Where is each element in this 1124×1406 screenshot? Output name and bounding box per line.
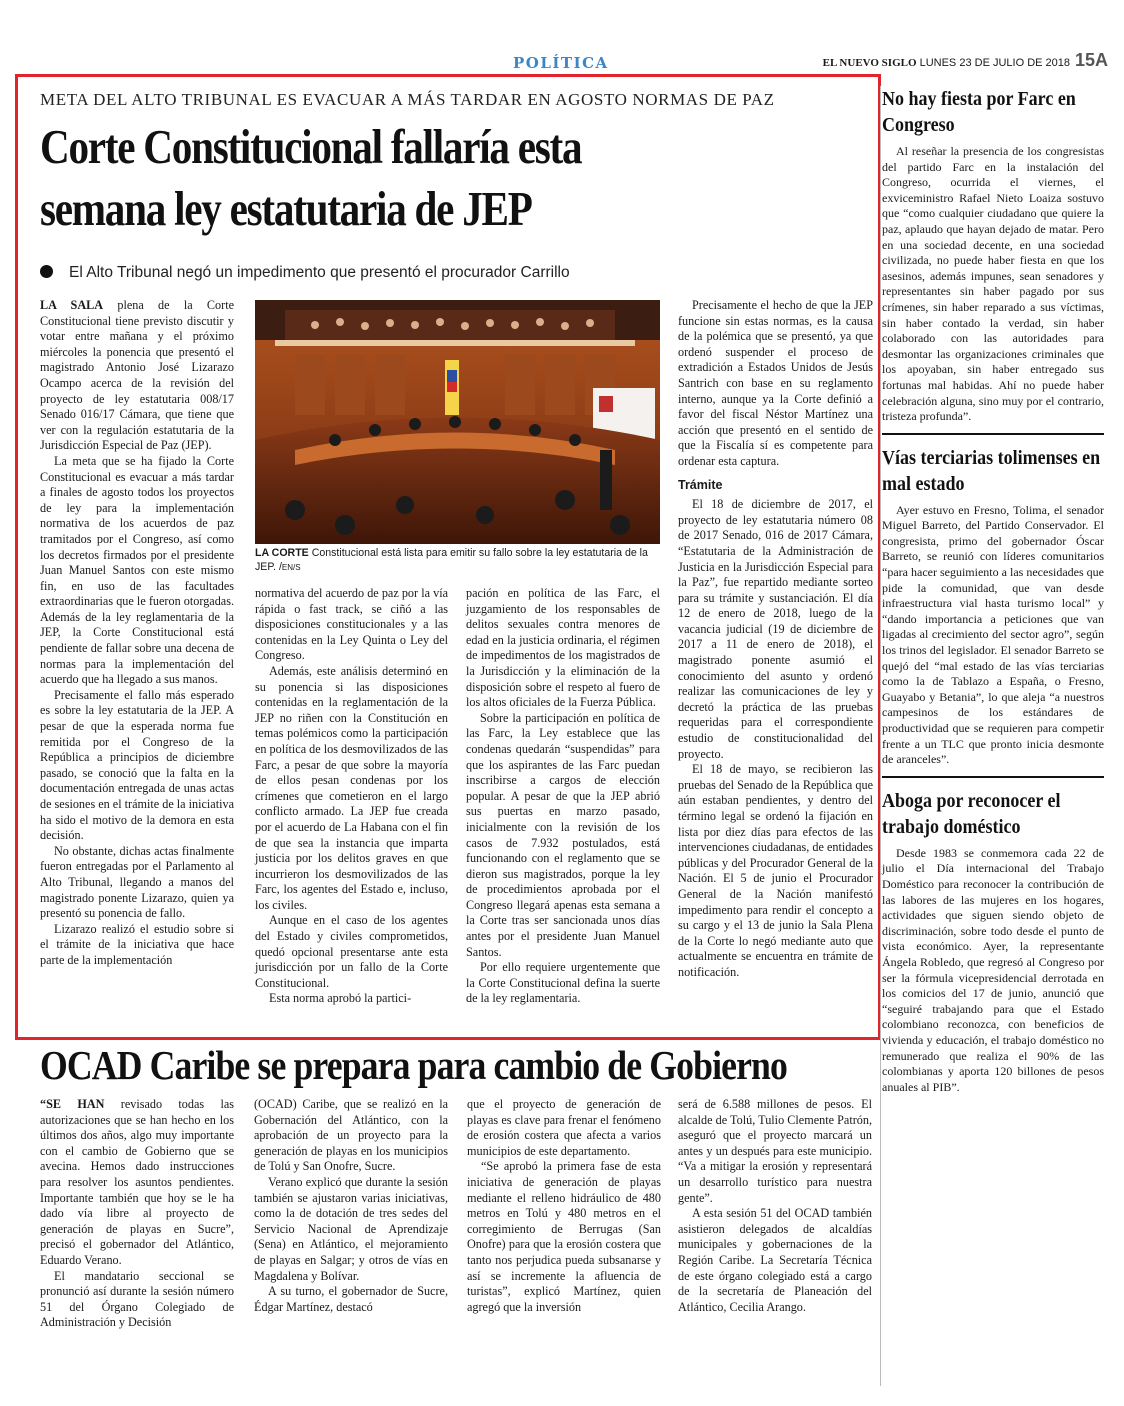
paragraph: Sobre la participación en política de las Farc, la Ley establece que las condenas quedarán “suspendidas” para que los aspirantes de las Farc puedan inscribirse a cargos de elección popular. A pesar de que la JEP abrió sus puertas en marzo pasado, inicialmente con la revisión de los casos de 7.932 postulados, está funcionando con el reglamento que se dieron sus magistrados, porque la ley de procedimientos aprobada por el Congreso llegará apenas esta semana a la Corte tras ser sancionada unos días antes por el presidente Juan Manuel Santos. bbox=[466, 710, 660, 959]
photo-credit: EN/S bbox=[281, 562, 301, 572]
paragraph: pación en política de las Farc, el juzgamiento de los responsables de delitos sexuales contra menores de edad en la justicia ordinaria, el régimen de impedimentos de los magistrados de la Jurisdicción y la eliminación de la disposición sobre el respeto al fuero de los altos oficiales de la Fuerza Pública. bbox=[466, 586, 660, 710]
paragraph: Precisamente el fallo más esperado es sobre la ley estatutaria de la JEP. A pesar de que la esperada norma fue remitida por el Congreso de la República a principios de diciembre pasado, se conoció que la falta en la documentación entregada de unas actas de sesiones en el trámite de la iniciativa ha sido el motivo de la demora en esta decisión. bbox=[40, 687, 234, 843]
paragraph: El 18 de diciembre de 2017, el proyecto de ley estatutaria número 08 de 2017 Senado, 016 de 2017 Cámara, “Estatutaria de la Administración de Justicia en la Jurisdicción Especial para la Paz”, fue repartido mediante sorteo para su trámite y sustanciación. El día 12 de enero de 2018, luego de la vacancia judicial (19 de diciembre de 2017 a 11 de enero de 2018), el magistrado ponente asumió el conocimiento del asunto y ordenó realizar las comunicaciones de ley y decretó la práctica de las pruebas requeridas para el correspondiente estudio de constitucionalidad del proyecto. bbox=[678, 497, 873, 761]
headline-line-1: Corte Constitucional fallaría esta bbox=[40, 119, 582, 174]
article-2-column-1 bbox=[40, 1097, 234, 1331]
paragraph: A esta sesión 51 del OCAD también asistieron delegados de alcaldías municipales y gobernaciones de la Región Caribe. La Secretaría Técnica de este órgano colegiado está a cargo de la secretaría de Planeación del Atlántico, Cecilia Arango. bbox=[678, 1206, 872, 1314]
paragraph: A su turno, el gobernador de Sucre, Édgar Martínez, destacó bbox=[254, 1284, 448, 1314]
article-column-3 bbox=[466, 586, 660, 1007]
article-kicker: META DEL ALTO TRIBUNAL ES EVACUAR A MÁS TARDAR EN AGOSTO NORMAS DE PAZ bbox=[40, 90, 775, 109]
paragraph: No obstante, dichas actas finalmente fueron entregadas por el Parlamento al Alto Tribunal, llegando a manos del magistrado ponente Lizarazo, quien ya presentó su ponencia de fallo. bbox=[40, 843, 234, 921]
paragraph-text: revisado todas las autorizaciones que se han hecho en los últimos dos años, algo muy importante con el cambio de Gobierno que se avecina. Hemos dado instrucciones para resolver los asuntos pendientes. Importante también que hoy se le ha dado vía libre al proyecto de generación de playas en Sucre”, precisó el gobernador del Atlántico, Eduardo Verano. bbox=[40, 1097, 234, 1267]
court-photo bbox=[255, 300, 660, 544]
brief-2 bbox=[882, 445, 1104, 768]
subhead: Trámite bbox=[678, 477, 723, 492]
paragraph: Precisamente el hecho de que la JEP funcione sin estas normas, es la causa de la polémica que se presentó, ya que ordenó suspender el proceso de extradición a Estados Unidos de Jesús Santrich con base en su reglamento interno, aunque ya la Corte definió a favor del fiscal Néstor Martínez una acción que presentó en el sentido de que la Fiscalía sí es competente para ordenar esta captura. bbox=[678, 298, 873, 468]
paragraph: normativa del acuerdo de paz por la vía rápida o fast track, se ciñó a las disposiciones constitucionales y a las contenidas en la Ley Quinta o Ley del Congreso. bbox=[255, 586, 448, 663]
article-2-column-2 bbox=[254, 1097, 448, 1315]
page-number: 15A bbox=[1074, 50, 1108, 70]
article-column-2 bbox=[255, 586, 448, 1007]
paragraph: Aunque en el caso de los agentes del Estado y civiles comprometidos, quedó opcional presentarse ante esta jurisdicción por un fallo de la Corte Constitucional. bbox=[255, 913, 448, 990]
page-header bbox=[18, 50, 1108, 76]
paragraph bbox=[40, 298, 234, 454]
paragraph: Lizarazo realizó el estudio sobre si el trámite de la iniciativa que hace parte de la implementación bbox=[40, 921, 234, 967]
paragraph: Esta norma aprobó la partici- bbox=[269, 991, 412, 1006]
courtroom-illustration bbox=[255, 300, 660, 544]
brief-text: Ayer estuvo en Fresno, Tolima, el senador Miguel Barreto, del Partido Conservador. El congresista, primo del gobernador Óscar Barreto, se reunió con líderes comunitarios “para hacer seguimiento a las necesidades que pide la comunidad, que van desde infraestructura vial hasta turismo local” y “dando importancia a peticiones que van ligadas al crecimiento del sector agro”, según los trinos del legislador. El senador Barreto se quejó del “mal estado de las vías terciarias como la de Tablazo a España, o Fresno, Guayabo y Betania”, lo que aleja “a nuestros campesinos de los estándares de productividad que se requieren para competir frente a un TLC que pronto inicia desmonte de aranceles”. bbox=[882, 502, 1104, 767]
publication-line bbox=[823, 57, 1070, 69]
article-column-4 bbox=[678, 298, 873, 981]
paragraph: que el proyecto de generación de playas es clave para frenar el fenómeno de erosión costera que afecta a varios municipios de este departamento. bbox=[467, 1097, 661, 1158]
bullet-icon bbox=[40, 265, 53, 278]
publication-name: EL NUEVO SIGLO bbox=[822, 57, 917, 69]
article-2-column-4 bbox=[678, 1097, 872, 1315]
caption-text: Constitucional está lista para emitir su fallo sobre la ley estatutaria de la JEP. / bbox=[255, 547, 648, 573]
paragraph: “Se aprobó la primera fase de esta iniciativa de generación de playas mediante el relleno hidráulico de 480 metros en Tolú y 480 metros en el corregimiento de Berrugas (San Onofre) para que la erosión costera que tanto nos perjudica pueda subsanarse y así se incremente la afluencia de turistas”, explicó Martínez, quien agregó que la inversión bbox=[467, 1159, 661, 1314]
column-divider bbox=[880, 86, 881, 1386]
brief-divider bbox=[882, 776, 1104, 778]
publication-date: LUNES 23 DE JULIO DE 2018 bbox=[919, 57, 1070, 69]
sidebar-briefs bbox=[882, 86, 1104, 1095]
article-deck bbox=[40, 264, 860, 282]
article-headline bbox=[40, 116, 840, 240]
article-2-headline: OCAD Caribe se prepara para cambio de Gobierno bbox=[40, 1042, 787, 1088]
brief-3 bbox=[882, 788, 1104, 1096]
brief-title: Vías terciarias tolimenses en mal estado bbox=[882, 446, 1101, 495]
paragraph: Además, este análisis determinó en su ponencia si las disposiciones contenidas en la reglamentación de la JEP no riñen con la Constitución en temas polémicos como la participación en política de los desmovilizados de las Farc, a pesar de que sobre la mayoría de ellos pesan condenas por los crímenes que cometieron en el largo conflicto armado. La JEP fue creada por el acuerdo de La Habana con el fin de que sea la instancia que imparta justicia por los delitos graves en que incurrieron los desmovilizados de las Farc, los agentes del Estado e, incluso, los civiles. bbox=[255, 663, 448, 912]
paragraph: La meta que se ha fijado la Corte Constitucional es evacuar a más tardar a finales de agosto todos los proyectos de ley para la implementación normativa de los acuerdos de paz tramitados por el Congreso, así como los decretos firmados por el presidente Juan Manuel Santos con este mismo fin, en uso de las facultades extraordinarias que le fueron otorgadas. Además de la ley reglamentaria de la JEP, la Corte Constitucional está pendiente de fallar sobre una decena de normas para la implementación del acuerdo que ha llegado a sus manos. bbox=[40, 453, 234, 687]
brief-text: Desde 1983 se conmemora cada 22 de julio el Día internacional del Trabajo Doméstico para reconocer la contribución de las labores de las mujeres en los hogares, actividades que siguen siendo objeto de discriminación, sobre todo desde el punto de vista económico. Ayer, la representante Ángela Robledo, que regresó al Congreso por ser la fórmula vicepresidencial derrotada en los comicios del 17 de junio, anunció que “seguiré trabajando para que el Estado colombiano reconozca, con beneficios de vivienda y educación, el trabajo doméstico no remunerado que realiza el 90% de las colombianas y aporta 120 billones de pesos anuales al PIB”. bbox=[882, 845, 1104, 1094]
paragraph: Por ello requiere urgentemente que la Corte Constitucional defina la suerte de la ley reglamentaria. bbox=[466, 960, 660, 1006]
deck-text: El Alto Tribunal negó un impedimento que presentó el procurador Carrillo bbox=[69, 264, 570, 281]
caption-lead: LA CORTE bbox=[255, 547, 309, 559]
brief-title: No hay fiesta por Farc en Congreso bbox=[882, 88, 1076, 136]
paragraph: El mandatario seccional se pronunció así durante la sesión número 51 del Órgano Colegiado de Administración y Decisión bbox=[40, 1268, 234, 1330]
article-2-column-3 bbox=[467, 1097, 661, 1315]
section-label: POLÍTICA bbox=[513, 54, 609, 72]
brief-text: Al reseñar la presencia de los congresistas del partido Farc en la instalación del Congreso, ocurrida el viernes, el exviceministro Rafael Nieto Loaiza sostuvo que “como cualquier ciudadano que quiere la paz, aplaudo que hayan dejado de matar. Pero en una sociedad decente, en una sociedad civilizada, no puede haber fiesta en que los asesinos, además impunes, sean senadores y representantes sin haber pagado por sus crímenes, sin haber reparado a sus víctimas, sin haber contado la verdad, sin haber colaborado con las autoridades para desmontar las organizaciones criminales que los apoyaban, sin haber entregado sus fortunas mal habidas. Ahí no puede haber celebración alguna, sino muy por el contrario, tristeza profunda”. bbox=[882, 144, 1104, 424]
brief-1 bbox=[882, 86, 1104, 425]
paragraph: Verano explicó que durante la sesión también se ajustaron varias iniciativas, como la de dotación de tres sedes del Servicio Nacional de Aprendizaje (Sena) en Atlántico, el mejoramiento de playas en Salgar; y otros de vías en Magdalena y Bolívar. bbox=[254, 1174, 448, 1283]
paragraph: (OCAD) Caribe, que se realizó en la Gobernación del Atlántico, con la aprobación de un proyecto para la generación de playas en los municipios de Tolú y San Onofre, Sucre. bbox=[254, 1097, 448, 1174]
photo-caption bbox=[255, 547, 660, 574]
brief-title: Aboga por reconocer el trabajo doméstico bbox=[882, 789, 1061, 838]
paragraph-text: plena de la Corte Constitucional tiene previsto discutir y votar entre mañana y el próximo miércoles la ponencia que presentó el magistrado Antonio José Lizarazo Ocampo acerca de la revisión del proyecto de ley estatutaria 008/17 Senado 016/17 Cámara, que tiene que ver con la regulación estatutaria de la Jurisdicción Especial de Paz (JEP). bbox=[40, 298, 234, 453]
paragraph: El 18 de mayo, se recibieron las pruebas del Senado de la República que aún estaban pendientes, y dentro del término legal se ordenó la fijación en lista por diez días para efectos de las intervenciones ciudadanas, de entidades públicas y del Procurador General de la Nación. El 5 de junio el Procurador General de la Nación manifestó impedimento para rendir el concepto a su cargo y el 13 de junio la Sala Plena de la Corte lo negó mediante auto que actualmente se encuentra en trámite de notificación. bbox=[678, 762, 873, 979]
lead-in: LA SALA bbox=[40, 298, 104, 312]
brief-divider bbox=[882, 433, 1104, 435]
paragraph: será de 6.588 millones de pesos. El alcalde de Tolú, Tulio Clemente Patrón, aseguró que el proyecto marcará un antes y un después para este municipio. “Va a mitigar la erosión y representará un desarrollo turístico para nuestra gente”. bbox=[678, 1097, 872, 1205]
paragraph bbox=[40, 1097, 234, 1269]
article-column-1 bbox=[40, 298, 234, 969]
headline-line-2: semana ley estatutaria de JEP bbox=[40, 181, 532, 236]
lead-in: “SE HAN bbox=[40, 1097, 105, 1111]
